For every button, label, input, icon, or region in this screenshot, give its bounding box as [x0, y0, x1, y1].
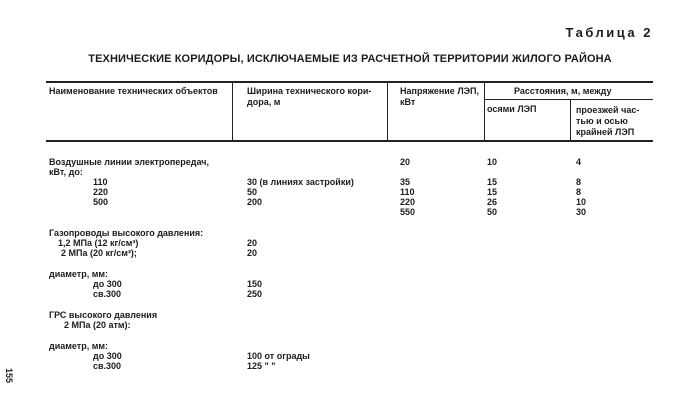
road-10: 10: [576, 197, 587, 207]
gas-width-1: 20: [247, 238, 258, 248]
axes-26: 26: [487, 197, 498, 207]
diameter-label-1: диаметр, мм:: [49, 269, 109, 279]
power-lines-axes: 10: [487, 157, 498, 167]
voltage-35: 35: [400, 177, 411, 187]
axes-15b: 15: [487, 187, 498, 197]
voltage-550: 550: [400, 207, 416, 217]
road-8b: 8: [576, 187, 582, 197]
gas-width-2: 20: [247, 248, 258, 258]
voltage-220: 220: [400, 197, 416, 207]
col-divider-2: [387, 82, 388, 140]
header-voltage-1: Напряжение ЛЭП,: [400, 86, 480, 96]
grs-sub: 2 МПа (20 атм):: [64, 320, 131, 330]
power-lines-voltage: 20: [400, 157, 411, 167]
voltage-110: 110: [400, 187, 415, 197]
table-title: ТЕХНИЧЕСКИЕ КОРИДОРЫ, ИСКЛЮЧАЕМЫЕ ИЗ РАСЧЕТНОЙ ТЕРРИТОРИИ ЖИЛОГО РАЙОНА: [88, 53, 612, 65]
diameter-upto-300-2: до 300: [93, 351, 122, 361]
gas-2: 2 МПа (20 кг/см³);: [61, 248, 137, 258]
header-name: Наименование технических объектов: [49, 86, 218, 96]
road-30: 30: [576, 207, 587, 217]
page-number: 155: [4, 368, 14, 384]
diameter-over-300-1: св.300: [93, 289, 122, 299]
diameter-label-2: диаметр, мм:: [49, 341, 109, 351]
diameter-width-250: 250: [247, 289, 263, 299]
power-lines-title-2: кВт, до:: [49, 167, 83, 177]
diameter-upto-300-1: до 300: [93, 279, 122, 289]
diameter-over-300-2: св.300: [93, 361, 122, 371]
width-220: 50: [247, 187, 258, 197]
header-road-3: крайней ЛЭП: [576, 127, 635, 137]
header-width-2: дора, м: [247, 97, 281, 107]
grs-title: ГРС высокого давления: [49, 310, 158, 320]
header-axes: осями ЛЭП: [487, 104, 537, 114]
col-divider-1: [232, 82, 233, 140]
table-label: Таблица 2: [565, 25, 653, 40]
gas-1: 1,2 МПа (12 кг/см³): [58, 238, 139, 248]
power-lines-title-1: Воздушные линии электропередач,: [49, 157, 209, 167]
header-voltage-2: кВт: [400, 97, 416, 107]
grs-width-100: 100 от ограды: [247, 351, 310, 361]
col-divider-3: [484, 82, 485, 140]
header-width-1: Ширина технического кори-: [247, 86, 372, 96]
axes-50: 50: [487, 207, 498, 217]
header-road-1: проезжей час-: [576, 105, 640, 115]
width-500: 200: [247, 197, 263, 207]
header-distances: Расстояния, м, между: [514, 86, 612, 96]
gas-title: Газопроводы высокого давления:: [49, 228, 204, 238]
header-bottom-rule: [46, 140, 653, 142]
distances-sub-rule: [484, 99, 653, 100]
grs-width-125: 125 " ": [247, 361, 276, 371]
kv-220: 220: [93, 187, 109, 197]
width-110: 30 (в линиях застройки): [247, 177, 354, 187]
diameter-width-150: 150: [247, 279, 263, 289]
header-top-rule: [46, 81, 653, 83]
power-lines-road: 4: [576, 157, 582, 167]
kv-500: 500: [93, 197, 109, 207]
kv-110: 110: [93, 177, 108, 187]
col-divider-4: [570, 100, 571, 140]
axes-15a: 15: [487, 177, 498, 187]
header-road-2: тью и осью: [576, 116, 628, 126]
road-8a: 8: [576, 177, 582, 187]
